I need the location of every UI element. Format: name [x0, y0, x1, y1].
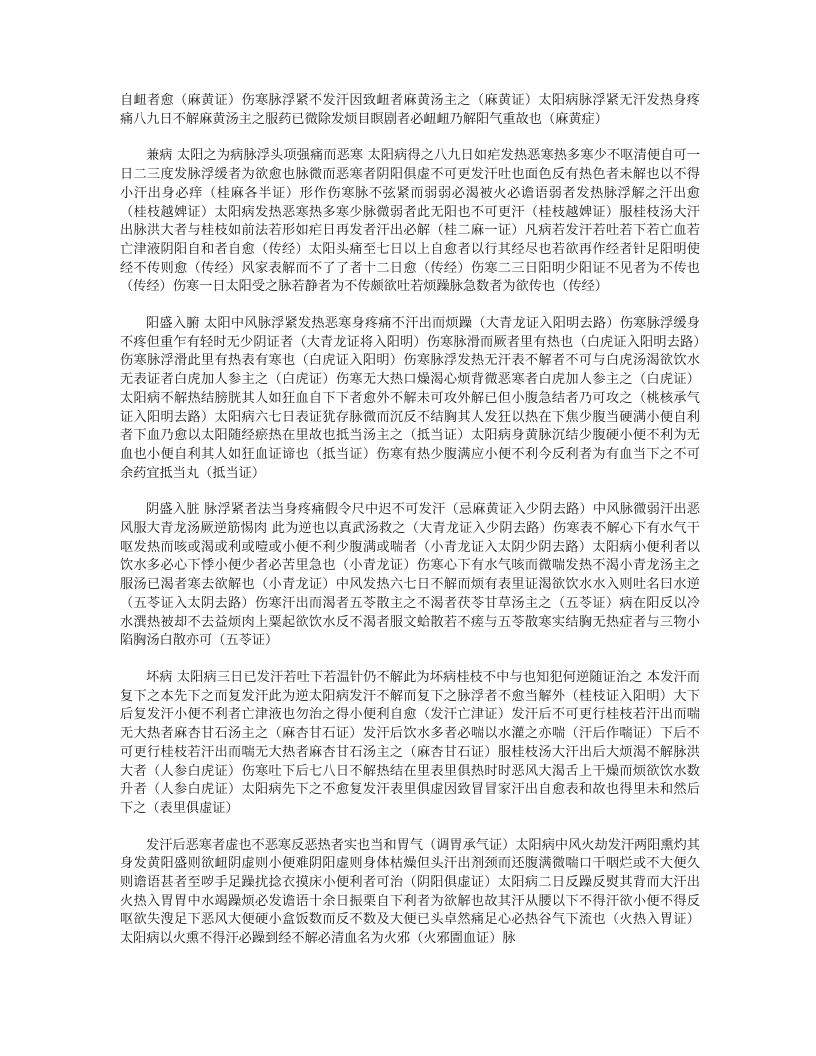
paragraph-gap [120, 819, 700, 837]
paragraph-gap [120, 651, 700, 669]
paragraph-gap [120, 129, 700, 147]
paragraph-yin-excess-zang: 阴盛入脏 脉浮紧者法当身疼痛假令尺中迟不可发汗（忌麻黄证入少阴去路）中风脉微弱汗出恶风服大青龙汤厥逆筋惕肉 此为逆也以真武汤救之（大青龙证入少阴去路）伤寒表不解心下有水气干呕发热而咳或渴或利或噎或小便不利少腹满或喘者（小青龙证入太阴少阴去路）太阳病小便利者以饮水多必心下悸小便少者必苦里急也（小青龙证）伤寒心下有水气咳而微喘发热不渴小青龙汤主之服汤已渴者寒去欲解也（小青龙证）中风发热六七日不解而烦有表里证渴欲饮水水入则吐名曰水逆（五苓证入太阴去路）伤寒汗出而渴者五苓散主之不渴者茯苓甘草汤主之（五苓证）病在阳反以冷水潠热被却不去益烦肉上粟起欲饮水反不渴者服文蛤散若不瘥与五苓散寒实结胸无热症者与三物小陷胸汤白散亦可（五苓证） [120, 502, 700, 649]
paragraph-gap [120, 483, 700, 501]
paragraph-concurrent-disease: 兼病 太阳之为病脉浮头项强痛而恶寒 太阳病得之八九日如疟发热恶寒热多寒少不呕清便自可一日二三度发脉浮缓者为欲愈也脉微而恶寒者阴阳俱虚不可更发汗吐也面色反有热色者未解也以不得小汗出身必痒（桂麻各半证）形作伤寒脉不弦紧而弱弱必渴被火必谵语弱者发热脉浮解之汗出愈（桂枝越婢证）太阳病发热恶寒热多寒少脉微弱者此无阳也不可更汗（桂枝越婢证）服桂枝汤大汗出脉洪大者与桂枝如前法若形如疟日再发者汗出必解（桂二麻一证）凡病若发汗若吐若下若亡血若亡津液阴阳自和者自愈（传经）太阳头痛至七日以上自愈者以行其经尽也若欲再作经者针足阳明使经不传则愈（传经）风家表解而不了了者十二日愈（传经）伤寒二三日阳明少阳证不见者为不传也（传经）伤寒一日太阳受之脉若静者为不传颇欲吐若烦躁脉急数者为欲传也（传经） [120, 148, 700, 295]
paragraph-intro: 自衄者愈（麻黄证）伤寒脉浮紧不发汗因致衄者麻黄汤主之（麻黄证）太阳病脉浮紧无汗发热身疼痛八九日不解麻黄汤主之服药已微除发烦目瞑剧者必衄衄乃解阳气重故也（麻黄症） [120, 93, 700, 127]
paragraph-gap [120, 297, 700, 315]
paragraph-yang-excess-fu: 阳盛入腑 太阳中风脉浮紧发热恶寒身疼痛不汗出而烦躁（大青龙证入阳明去路）伤寒脉浮缓身不疼但重乍有轻时无少阴证者（大青龙证将入阳明）伤寒脉滑而厥者里有热也（白虎证入阳明去路）伤寒脉浮滑此里有热表有寒也（白虎证入阳明）伤寒脉浮发热无汗表不解者不可与白虎汤渴欲饮水无表证者白虎加人参主之（白虎证）伤寒无大热口燥渴心烦背微恶寒者白虎加人参主之（白虎证）太阳病不解热结膀胱其人如狂血自下下者愈外不解未可攻外解已但小腹急结者乃可攻之（桃核承气证入阳明去路）太阳病六七日表证犹存脉微而沉反不结胸其人发狂以热在下焦少腹当硬满小便自利者下血乃愈以太阳随经瘀热在里故也抵当汤主之（抵当证）太阳病身黄脉沉结少腹硬小便不利为无血也小便自利其人如狂血证谛也（抵当证）伤寒有热少腹满应小便不利今反利者为有血当下之不可余药宜抵当丸（抵当证） [120, 316, 700, 481]
paragraph-post-sweating: 发汗后恶寒者虚也不恶寒反恶热者实也当和胃气（调胃承气证）太阳病中风火劫发汗两阳熏灼其身发黄阳盛则欲衄阴虚则小便难阴阳虚则身体枯燥但头汗出剂颈而还腹满微喘口干咽烂或不大便久则谵语甚者至哕手足躁扰捻衣摸床小便利者可治（阴阳俱虚证）太阳病二日反躁反熨其背而大汗出火热入胃胃中水竭躁烦必发谵语十余日振栗自下利者为欲解也故其汗从腰以下不得汗欲小便不得反呕欲失溲足下恶风大便硬小盒饭数而反不数及大便已头卓然痛足心必热谷气下流也（火热入胃证）太阳病以火熏不得汗必躁到经不解必清血名为火邪（火邪圊血证）脉 [120, 837, 700, 947]
document-page [120, 92, 700, 949]
paragraph-deteriorated-disease: 坏病 太阳病三日已发汗若吐下若温针仍不解此为坏病桂枝不中与也知犯何逆随证治之 本发汗而复下之本先下之而复发汗此为逆太阳病发汗不解而复下之脉浮者不愈当解外（桂枝证入阳明）大下后复发汗小便不利者亡津液也勿治之得小便利自愈（发汗亡津证）发汗后不可更行桂枝若汗出而喘无大热者麻杏甘石汤主之（麻杏甘石证）发汗后饮水多者必喘以水灌之亦喘（汗后作喘证）下后不可更行桂枝若汗出而喘无大热者麻杏甘石汤主之（麻杏甘石证）服桂枝汤大汗出后大烦渴不解脉洪大者（人参白虎证）伤寒吐下后七八日不解热结在里表里俱热时时恶风大渴舌上干燥而烦欲饮水数升者（人参白虎证）太阳病先下之不愈复发汗表里俱虚因致冒冒家汗出自愈表和故也得里未和然后下之（表里俱虚证） [120, 669, 700, 816]
